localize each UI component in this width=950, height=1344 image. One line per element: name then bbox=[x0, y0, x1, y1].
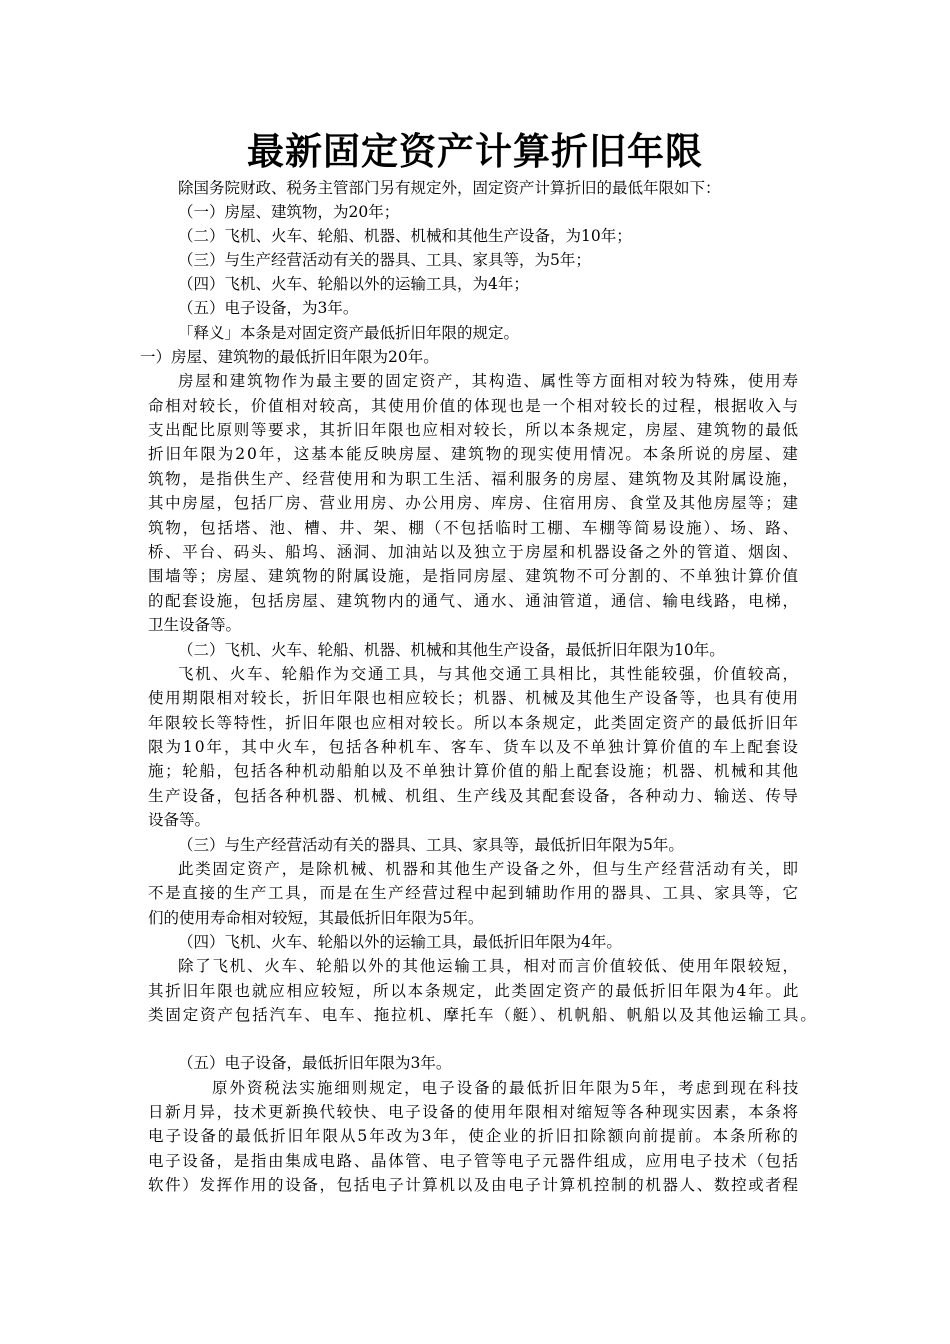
body-line: 折旧年限为20年，这基本能反映房屋、建筑物的现实使用情况。本条所说的房屋、建 bbox=[148, 445, 800, 463]
body-line: （四）飞机、火车、轮船以外的运输工具，最低折旧年限为4年。 bbox=[178, 933, 622, 951]
body-line: 类固定资产包括汽车、电车、拖拉机、摩托车（艇）、机帆船、帆船以及其他运输工具。 bbox=[148, 1006, 818, 1024]
body-line: （四）飞机、火车、轮船以外的运输工具，为4年； bbox=[178, 275, 529, 293]
body-line: （二）飞机、火车、轮船、机器、机械和其他生产设备，最低折旧年限为10年。 bbox=[178, 641, 725, 659]
body-line: 软件）发挥作用的设备，包括电子计算机以及由电子计算机控制的机器人、数控或者程 bbox=[148, 1176, 800, 1194]
body-line: 筑物，包括塔、池、槽、井、架、棚（不包括临时工棚、车棚等简易设施）、场、路、 bbox=[148, 519, 800, 537]
body-line: 围墙等；房屋、建筑物的附属设施，是指同房屋、建筑物不可分割的、不单独计算价值 bbox=[148, 567, 800, 585]
body-line: 使用期限相对较长，折旧年限也相应较长；机器、机械及其他生产设备等，也具有使用 bbox=[148, 689, 800, 707]
body-line: 此类固定资产，是除机械、机器和其他生产设备之外，但与生产经营活动有关，即 bbox=[178, 860, 800, 878]
body-line: 命相对较长，价值相对较高，其使用价值的体现也是一个相对较长的过程，根据收入与 bbox=[148, 397, 800, 415]
body-line: 筑物，是指供生产、经营使用和为职工生活、福利服务的房屋、建筑物及其附属设施， bbox=[148, 470, 800, 488]
body-line: 不是直接的生产工具，而是在生产经营过程中起到辅助作用的器具、工具、家具等，它 bbox=[148, 884, 800, 902]
body-line: 桥、平台、码头、船坞、涵洞、加油站以及独立于房屋和机器设备之外的管道、烟囱、 bbox=[148, 543, 800, 561]
body-line: 原外资税法实施细则规定，电子设备的最低折旧年限为5年，考虑到现在科技 bbox=[212, 1079, 801, 1097]
body-line: 支出配比原则等要求，其折旧年限也应相对较长，所以本条规定，房屋、建筑物的最低 bbox=[148, 421, 800, 439]
body-line: （一）房屋、建筑物，为20年； bbox=[178, 203, 400, 221]
body-line: （三）与生产经营活动有关的器具、工具、家具等，最低折旧年限为5年。 bbox=[178, 836, 684, 854]
body-line: （五）电子设备，为3年。 bbox=[178, 299, 359, 317]
body-line: 的配套设施，包括房屋、建筑物内的通气、通水、通油管道，通信、输电线路，电梯， bbox=[148, 592, 800, 610]
body-line: 限为10年，其中火车，包括各种机车、客车、货车以及不单独计算价值的车上配套设 bbox=[148, 738, 800, 756]
body-line: 其中房屋，包括厂房、营业用房、办公用房、库房、住宿用房、食堂及其他房屋等；建 bbox=[148, 494, 800, 512]
body-line: （五）电子设备，最低折旧年限为3年。 bbox=[178, 1054, 452, 1072]
body-line: 房屋和建筑物作为最主要的固定资产，其构造、属性等方面相对较为特殊，使用寿 bbox=[178, 372, 800, 390]
body-line: 除了飞机、火车、轮船以外的其他运输工具，相对而言价值较低、使用年限较短， bbox=[178, 957, 800, 975]
body-line: 们的使用寿命相对较短，其最低折旧年限为5年。 bbox=[148, 909, 484, 927]
document-title: 最新固定资产计算折旧年限 bbox=[247, 130, 703, 173]
body-line: 一）房屋、建筑物的最低折旧年限为20年。 bbox=[140, 348, 439, 366]
body-line: 除国务院财政、税务主管部门另有规定外，固定资产计算折旧的最低年限如下： bbox=[178, 179, 721, 197]
body-line: 电子设备的最低折旧年限从5年改为3年，使企业的折旧扣除额向前提前。本条所称的 bbox=[148, 1127, 800, 1145]
body-line: 「释义」本条是对固定资产最低折旧年限的规定。 bbox=[178, 324, 520, 342]
body-line: （三）与生产经营活动有关的器具、工具、家具等，为5年； bbox=[178, 251, 591, 269]
body-line: 电子设备，是指由集成电路、晶体管、电子管等电子元器件组成，应用电子技术（包括 bbox=[148, 1152, 800, 1170]
body-line: 卫生设备等。 bbox=[148, 616, 242, 634]
body-line: 飞机、火车、轮船作为交通工具，与其他交通工具相比，其性能较强，价值较高， bbox=[178, 665, 800, 683]
body-line: 生产设备，包括各种机器、机械、机组、生产线及其配套设备，各种动力、输送、传导 bbox=[148, 787, 800, 805]
body-line: 年限较长等特性，折旧年限也应相对较长。所以本条规定，此类固定资产的最低折旧年 bbox=[148, 714, 800, 732]
body-line: 施；轮船，包括各种机动船舶以及不单独计算价值的船上配套设施；机器、机械和其他 bbox=[148, 762, 800, 780]
body-line: 设备等。 bbox=[148, 811, 211, 829]
body-line: （二）飞机、火车、轮船、机器、机械和其他生产设备，为10年； bbox=[178, 227, 632, 245]
body-line: 其折旧年限也就应相应较短，所以本条规定，此类固定资产的最低折旧年限为4年。此 bbox=[148, 982, 801, 1000]
body-line: 日新月异，技术更新换代较快、电子设备的使用年限相对缩短等各种现实因素，本条将 bbox=[148, 1103, 800, 1121]
